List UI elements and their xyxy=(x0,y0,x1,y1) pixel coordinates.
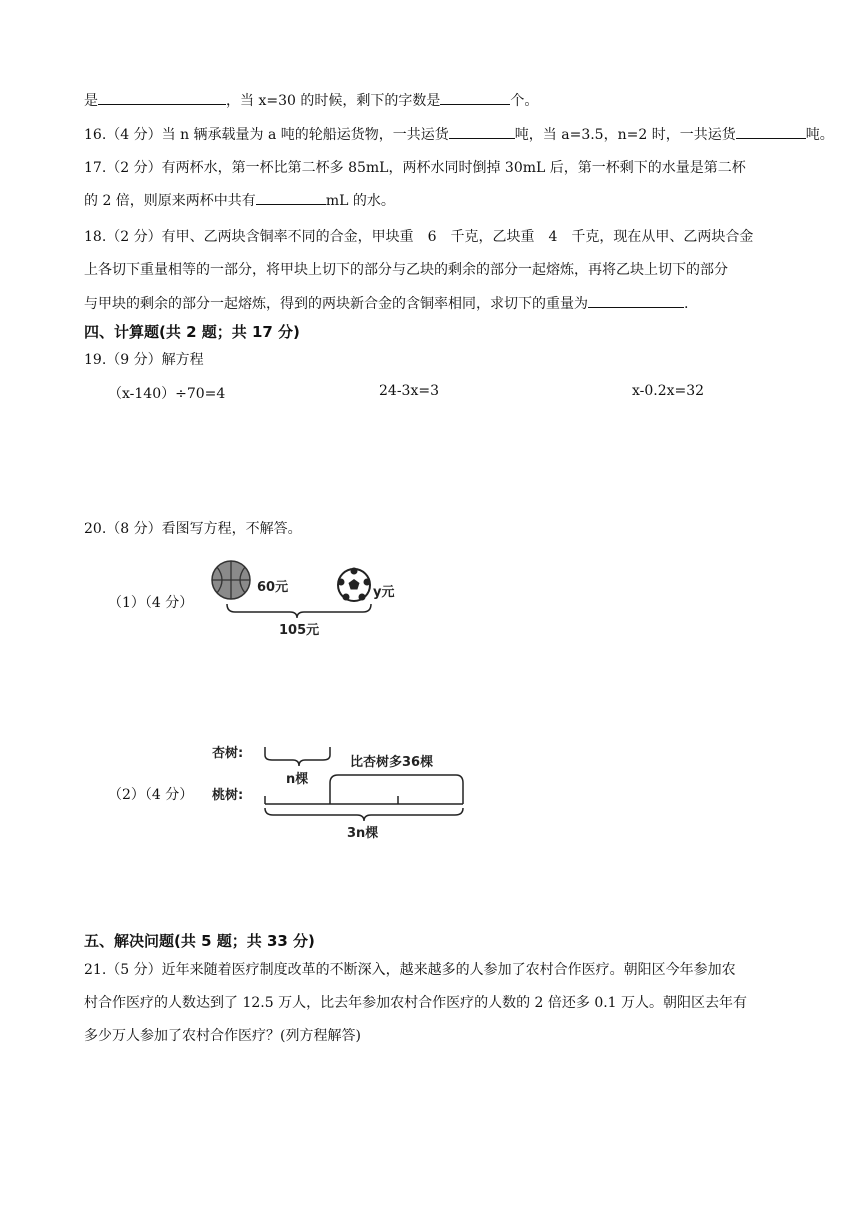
question-18-line2: 上各切下重量相等的一部分，将甲块上切下的部分与乙块的剩余的部分一起熔炼，再将乙块上切下的部分 xyxy=(84,262,728,278)
ball-price-diagram xyxy=(205,558,415,640)
equation-3: x-0.2x=32 xyxy=(632,383,705,399)
apricot-brace xyxy=(265,747,330,766)
section-4-heading: 四、计算题(共 2 题；共 17 分) xyxy=(84,323,300,341)
apricot-count: n棵 xyxy=(286,772,309,787)
part-1-label: （1）（4 分） xyxy=(108,595,194,611)
question-21-line3: 多少万人参加了农村合作医疗？(列方程解答) xyxy=(84,1028,361,1044)
apricot-label: 杏树: xyxy=(212,746,244,761)
question-15-tail: 是 ，当 x=30 的时候，剩下的字数是 个。 xyxy=(84,90,538,111)
soccer-ball-icon xyxy=(338,568,371,602)
tree-count-diagram xyxy=(210,738,472,842)
part-2-label: （2）（4 分） xyxy=(108,787,194,803)
peach-total-brace xyxy=(265,808,463,821)
basketball-price: 60元 xyxy=(257,580,289,595)
answer-blank[interactable] xyxy=(736,124,806,139)
peach-label: 桃树: xyxy=(212,788,244,803)
section-5-heading: 五、解决问题(共 5 题；共 33 分) xyxy=(84,932,315,950)
question-16: 16.（4 分）当 n 辆承载量为 a 吨的轮船运货物，一共运货 吨，当 a=3.5，n=2 时，一共运货 吨。 xyxy=(84,124,834,145)
answer-blank[interactable] xyxy=(256,190,326,205)
answer-blank[interactable] xyxy=(449,124,515,139)
extra-brace xyxy=(330,775,463,804)
equation-1: （x-140）÷70=4 xyxy=(108,386,226,402)
question-20-title: 20.（8 分）看图写方程，不解答。 xyxy=(84,521,302,537)
answer-blank[interactable] xyxy=(588,293,684,308)
extra-count: 比杏树多36棵 xyxy=(350,755,434,770)
equation-2: 24-3x=3 xyxy=(379,383,439,399)
peach-total: 3n棵 xyxy=(347,826,379,841)
question-18-line1: 18.（2 分）有甲、乙两块含铜率不同的合金，甲块重 6 千克，乙块重 4 千克，现在从甲、乙两块合金 xyxy=(84,229,754,245)
answer-blank[interactable] xyxy=(98,90,226,105)
total-brace xyxy=(227,604,371,618)
question-19-title: 19.（9 分）解方程 xyxy=(84,352,204,368)
answer-blank[interactable] xyxy=(440,90,510,105)
total-price: 105元 xyxy=(279,623,320,638)
basketball-icon xyxy=(212,561,250,599)
question-21-line2: 村合作医疗的人数达到了 12.5 万人，比去年参加农村合作医疗的人数的 2 倍还多 0.1 万人。朝阳区去年有 xyxy=(84,995,748,1011)
soccer-ball-price: y元 xyxy=(373,585,395,600)
question-18-line3: 与甲块的剩余的部分一起熔炼，得到的两块新合金的含铜率相同，求切下的重量为 . xyxy=(84,293,688,314)
question-17-line1: 17.（2 分）有两杯水，第一杯比第二杯多 85mL，两杯水同时倒掉 30mL 后，第一杯剩下的水量是第二杯 xyxy=(84,160,746,176)
question-17-line2: 的 2 倍，则原来两杯中共有 mL 的水。 xyxy=(84,190,395,211)
question-21-line1: 21.（5 分）近年来随着医疗制度改革的不断深入，越来越多的人参加了农村合作医疗。朝阳区今年参加农 xyxy=(84,962,736,978)
